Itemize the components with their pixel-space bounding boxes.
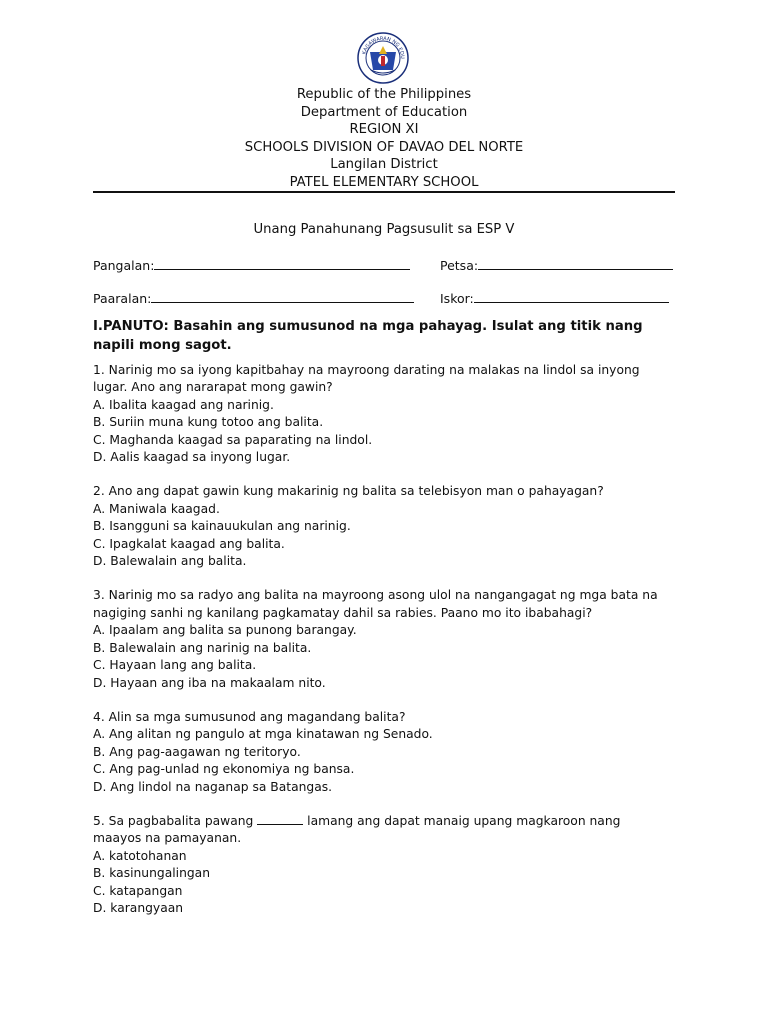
question-stem: 3. Narinig mo sa radyo ang balita na mayroong asong ulol na nangangagat ng mga bata na bbox=[93, 588, 658, 603]
svg-text:KAGAWARAN NG EDUKASYON: KAGAWARAN NG EDU bbox=[361, 35, 406, 59]
name-field bbox=[93, 257, 410, 273]
choice-a: A. Ang alitan ng pangulo at mga kinatawan ng Senado. bbox=[93, 727, 433, 742]
deped-seal-icon bbox=[357, 32, 409, 84]
question-stem: lugar. Ano ang nararapat mong gawin? bbox=[93, 380, 333, 395]
choice-b: B. kasinungalingan bbox=[93, 866, 211, 881]
choice-a: A. katotohanan bbox=[93, 848, 187, 863]
answer-blank bbox=[257, 813, 303, 825]
choice-a: A. Ibalita kaagad ang narinig. bbox=[93, 397, 274, 412]
header-line: SCHOOLS DIVISION OF DAVAO DEL NORTE bbox=[244, 139, 524, 155]
question-item bbox=[93, 362, 693, 466]
question-item bbox=[93, 483, 693, 570]
date-label: Petsa: bbox=[440, 258, 479, 273]
question-item bbox=[93, 587, 693, 691]
school-label: Paaralan: bbox=[93, 291, 152, 306]
question-stem: nagiging sanhi ng kanilang pagkamatay dahil sa rabies. Paano mo ito ibabahagi? bbox=[93, 605, 593, 620]
header-line: Republic of the Philippines bbox=[296, 87, 472, 102]
choice-a: A. Ipaalam ang balita sa punong barangay. bbox=[93, 623, 357, 638]
choice-c: C. Ipagkalat kaagad ang balita. bbox=[93, 536, 285, 551]
question-stem: 4. Alin sa mga sumusunod ang magandang balita? bbox=[93, 709, 406, 724]
question-stem: maayos na pamayanan. bbox=[93, 831, 242, 846]
score-field bbox=[440, 290, 669, 306]
question-stem: 2. Ano ang dapat gawin kung makarinig ng balita sa telebisyon man o pahayagan? bbox=[93, 484, 604, 499]
choice-c: C. Maghanda kaagad sa paparating na lindol. bbox=[93, 432, 373, 447]
score-label: Iskor: bbox=[440, 291, 474, 306]
choice-d: D. Hayaan ang iba na makaalam nito. bbox=[93, 675, 326, 690]
question-item bbox=[93, 709, 693, 796]
date-field bbox=[440, 257, 673, 273]
school-field bbox=[93, 290, 414, 306]
header-line: Langilan District bbox=[330, 157, 438, 172]
date-blank[interactable] bbox=[478, 257, 673, 270]
choice-c: C. Hayaan lang ang balita. bbox=[93, 658, 257, 673]
question-list bbox=[93, 362, 693, 934]
name-label: Pangalan: bbox=[93, 258, 155, 273]
choice-b: B. Balewalain ang narinig na balita. bbox=[93, 640, 312, 655]
school-header bbox=[0, 86, 768, 191]
choice-b: B. Ang pag-aagawan ng teritoryo. bbox=[93, 744, 301, 759]
exam-title: Unang Panahunang Pagsusulit sa ESP V bbox=[253, 222, 515, 237]
choice-c: C. katapangan bbox=[93, 883, 183, 898]
stem-before-blank: 5. Sa pagbabalita pawang bbox=[93, 813, 258, 828]
instructions: I.PANUTO: Basahin ang sumusunod na mga pahayag. Isulat ang titik nang napili mong sagot. bbox=[93, 319, 643, 353]
header-line: Department of Education bbox=[300, 104, 468, 120]
stem-after-blank: lamang ang dapat manaig upang magkaroon nang bbox=[303, 813, 621, 828]
choice-d: D. Ang lindol na naganap sa Batangas. bbox=[93, 779, 333, 794]
choice-b: B. Isangguni sa kainauukulan ang narinig. bbox=[93, 519, 351, 534]
question-item bbox=[93, 813, 693, 917]
header-line: REGION XI bbox=[349, 122, 419, 137]
header-line: PATEL ELEMENTARY SCHOOL bbox=[289, 174, 479, 190]
question-stem: 1. Narinig mo sa iyong kapitbahay na mayroong darating na malakas na lindol sa inyong bbox=[93, 363, 640, 377]
header-divider bbox=[93, 191, 675, 193]
school-blank[interactable] bbox=[151, 290, 414, 303]
choice-c: C. Ang pag-unlad ng ekonomiya ng bansa. bbox=[93, 762, 355, 777]
choice-d: D. karangyaan bbox=[93, 900, 184, 915]
score-blank[interactable] bbox=[474, 290, 669, 303]
question-stem bbox=[93, 813, 693, 830]
choice-b: B. Suriin muna kung totoo ang balita. bbox=[93, 415, 324, 430]
name-blank[interactable] bbox=[154, 257, 410, 270]
choice-d: D. Aalis kaagad sa inyong lugar. bbox=[93, 450, 291, 465]
choice-a: A. Maniwala kaagad. bbox=[93, 501, 220, 516]
choice-d: D. Balewalain ang balita. bbox=[93, 554, 247, 569]
